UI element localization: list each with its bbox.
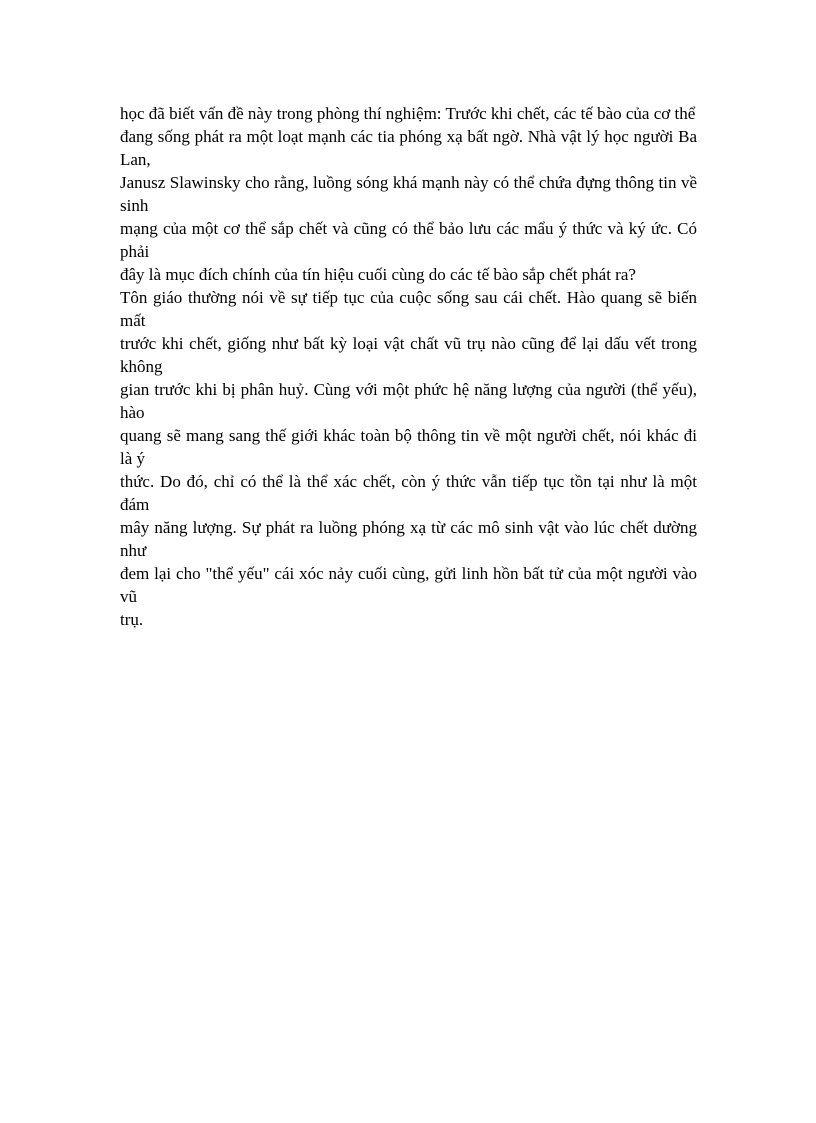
text-line: mạng của một cơ thể sắp chết và cũng có thể bảo lưu các mẩu ý thức và ký ức. Có phải [120,219,697,261]
text-line: mây năng lượng. Sự phát ra luồng phóng xạ từ các mô sinh vật vào lúc chết dường như [120,518,697,560]
text-line: học đã biết vấn đề này trong phòng thí nghiệm: Trước khi chết, các tế bào của cơ thể [120,104,696,123]
text-line: đây là mục đích chính của tín hiệu cuối cùng do các tế bào sắp chết phát ra? [120,265,636,284]
text-line: Tôn giáo thường nói về sự tiếp tục của cuộc sống sau cái chết. Hào quang sẽ biến mất [120,288,697,330]
text-line: gian trước khi bị phân huỷ. Cùng với một phức hệ năng lượng của người (thể yếu), hào [120,380,697,422]
text-line: trụ. [120,610,144,629]
text-line: Janusz Slawinsky cho rằng, luồng sóng khá mạnh này có thể chứa đựng thông tin về sinh [120,173,697,215]
body-text [120,102,697,631]
text-line: đem lại cho "thể yếu" cái xóc nảy cuối cùng, gửi linh hồn bất tử của một người vào vũ [120,564,697,606]
text-line: trước khi chết, giống như bất kỳ loại vật chất vũ trụ nào cũng để lại dấu vết trong không [120,334,697,376]
text-line: quang sẽ mang sang thế giới khác toàn bộ thông tin về một người chết, nói khác đi là ý [120,426,697,468]
text-line: đang sống phát ra một loạt mạnh các tia phóng xạ bất ngờ. Nhà vật lý học người Ba Lan, [120,127,697,169]
text-line: thức. Do đó, chỉ có thể là thể xác chết, còn ý thức vẫn tiếp tục tồn tại như là một đám [120,472,697,514]
